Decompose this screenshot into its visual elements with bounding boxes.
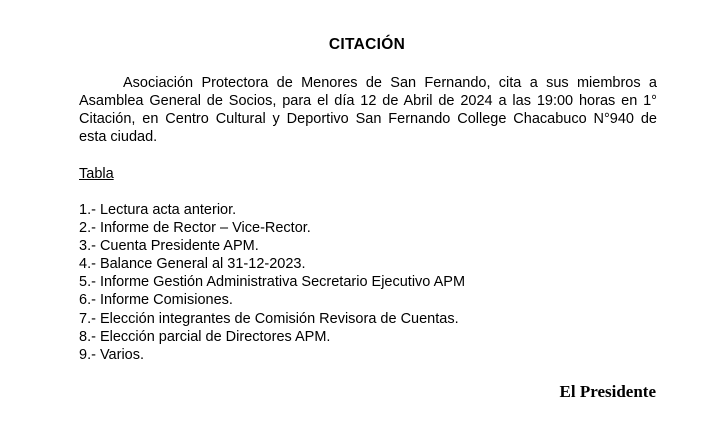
- agenda-item: 5.- Informe Gestión Administrativa Secretario Ejecutivo APM: [79, 274, 466, 291]
- agenda-item: 8.- Elección parcial de Directores APM.: [79, 328, 331, 345]
- agenda-item: 9.- Varios.: [79, 346, 145, 363]
- agenda-item: 1.- Lectura acta anterior.: [79, 202, 237, 218]
- agenda-item: 2.- Informe de Rector – Vice-Rector.: [79, 220, 311, 237]
- agenda-item: 4.- Balance General al 31-12-2023.: [79, 256, 306, 273]
- agenda-heading: Tabla: [79, 166, 114, 182]
- agenda-item: 6.- Informe Comisiones.: [79, 292, 233, 309]
- agenda-item: 7.- Elección integrantes de Comisión Revisora de Cuentas.: [79, 310, 459, 327]
- agenda-list: [79, 201, 657, 364]
- document-title: CITACIÓN: [328, 36, 406, 53]
- intro-paragraph: Asociación Protectora de Menores de San Fernando, cita a sus miembros a Asamblea General de Socios, para el día 12 de Abril de 2024 a las 19:00 horas en 1° Citación, en Centro Cultural y Deportivo San Fernando College Chacabuco N°940 de esta ciudad.: [79, 75, 657, 145]
- agenda-item: 3.- Cuenta Presidente APM.: [79, 238, 259, 255]
- signature: El Presidente: [559, 382, 656, 401]
